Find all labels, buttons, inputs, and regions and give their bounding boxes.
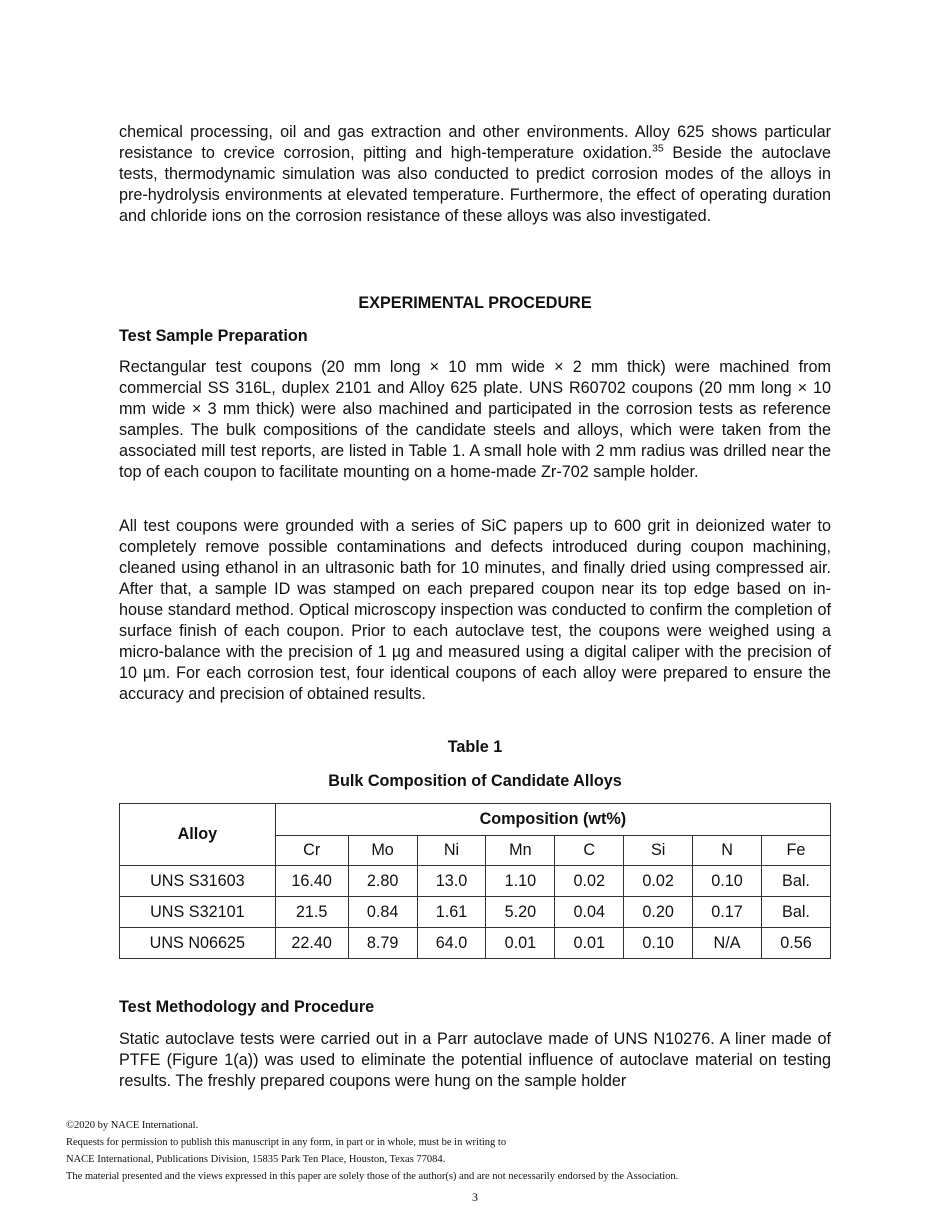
value-cell: 0.01 [486,928,555,959]
composition-table [119,803,831,959]
value-cell: 0.10 [624,928,693,959]
page-number: 3 [472,1190,478,1204]
footer-address: NACE International, Publications Division, 15835 Park Ten Place, Houston, Texas 77084. [66,1154,446,1165]
value-cell: N/A [693,928,762,959]
value-cell: 0.56 [761,928,830,959]
column-header: C [555,836,624,866]
value-cell: 21.5 [275,897,348,928]
citation-superscript: 35 [652,142,664,155]
value-cell: 2.80 [348,866,417,897]
column-header: Si [624,836,693,866]
table-label: Table 1 [447,738,503,756]
alloy-cell: UNS S31603 [120,866,276,897]
methodology-paragraph-1: Static autoclave tests were carried out in a Parr autoclave made of UNS N10276. A liner made of PTFE (Figure 1(a)) was used to eliminate the potential influence of autoclave material on testing results. The freshly prepared coupons were hung on the sample holder [119,1030,831,1090]
intro-text-b: Beside the autoclave tests, thermodynamic simulation was also conducted to predict corrosion modes of the alloys in pre-hydrolysis environments at elevated temperature. Furthermore, the effect of operating duration and chloride ions on the corrosion resistance of these alloys was also investigated. [119,144,831,225]
value-cell: Bal. [761,866,830,897]
column-header: Mn [486,836,555,866]
alloy-header: Alloy [120,804,276,866]
column-header: Mo [348,836,417,866]
table-row [120,866,831,897]
column-header: N [693,836,762,866]
sample-prep-paragraph-1: Rectangular test coupons (20 mm long × 10 mm wide × 2 mm thick) were machined from commercial SS 316L, duplex 2101 and Alloy 625 plate. UNS R60702 coupons (20 mm long × 10 mm wide × 3 mm thick) were also machined and participated in the corrosion tests as reference samples. The bulk compositions of the candidate steels and alloys, which were taken from the associated mill test reports, are listed in Table 1. A small hole with 2 mm radius was drilled near the top of each coupon to facilitate mounting on a home-made Zr-702 sample holder. [119,358,831,481]
footer-permission: Requests for permission to publish this manuscript in any form, in part or in whole, must be in writing to [66,1137,507,1148]
composition-header: Composition (wt%) [275,804,830,836]
column-header: Fe [761,836,830,866]
sample-prep-paragraph-2: All test coupons were grounded with a series of SiC papers up to 600 grit in deionized water to completely remove possible contaminations and defects introduced during coupon machining, cleaned using ethanol in an ultrasonic bath for 10 minutes, and finally dried using compressed air. After that, a sample ID was stamped on each prepared coupon near its top edge based on in-house standard method. Optical microscopy inspection was conducted to confirm the completion of surface finish of each coupon. Prior to each autoclave test, the coupons were weighed using a micro-balance with the precision of 1 µg and measured using a digital caliper with the precision of 10 µm. For each corrosion test, four identical coupons of each alloy were prepared to ensure the accuracy and precision of obtained results. [119,517,831,703]
value-cell: 0.02 [555,866,624,897]
value-cell: 16.40 [275,866,348,897]
value-cell: 0.17 [693,897,762,928]
column-header: Cr [275,836,348,866]
intro-text-a: chemical processing, oil and gas extraction and other environments. Alloy 625 shows particular resistance to crevice corrosion, pitting and high-temperature oxidation. [119,123,831,162]
footer [66,1117,886,1185]
value-cell: 0.04 [555,897,624,928]
value-cell: 5.20 [486,897,555,928]
section-heading: EXPERIMENTAL PROCEDURE [358,294,592,312]
footer-copyright: ©2020 by NACE International. [66,1120,199,1131]
value-cell: 0.10 [693,866,762,897]
intro-paragraph-block [119,122,831,227]
alloy-cell: UNS N06625 [120,928,276,959]
value-cell: 0.01 [555,928,624,959]
subsection-heading-sample-prep: Test Sample Preparation [119,327,308,345]
column-header: Ni [417,836,486,866]
footer-disclaimer: The material presented and the views expressed in this paper are solely those of the author(s) and are not necessarily endorsed by the Association. [66,1171,679,1182]
table-row [120,928,831,959]
value-cell: 0.20 [624,897,693,928]
value-cell: 13.0 [417,866,486,897]
value-cell: 64.0 [417,928,486,959]
table-row [120,897,831,928]
intro-paragraph [119,122,831,227]
value-cell: 8.79 [348,928,417,959]
value-cell: 0.02 [624,866,693,897]
value-cell: 0.84 [348,897,417,928]
value-cell: Bal. [761,897,830,928]
alloy-cell: UNS S32101 [120,897,276,928]
value-cell: 1.61 [417,897,486,928]
value-cell: 22.40 [275,928,348,959]
table-caption: Bulk Composition of Candidate Alloys [328,772,622,790]
value-cell: 1.10 [486,866,555,897]
subsection-heading-methodology: Test Methodology and Procedure [119,998,375,1016]
